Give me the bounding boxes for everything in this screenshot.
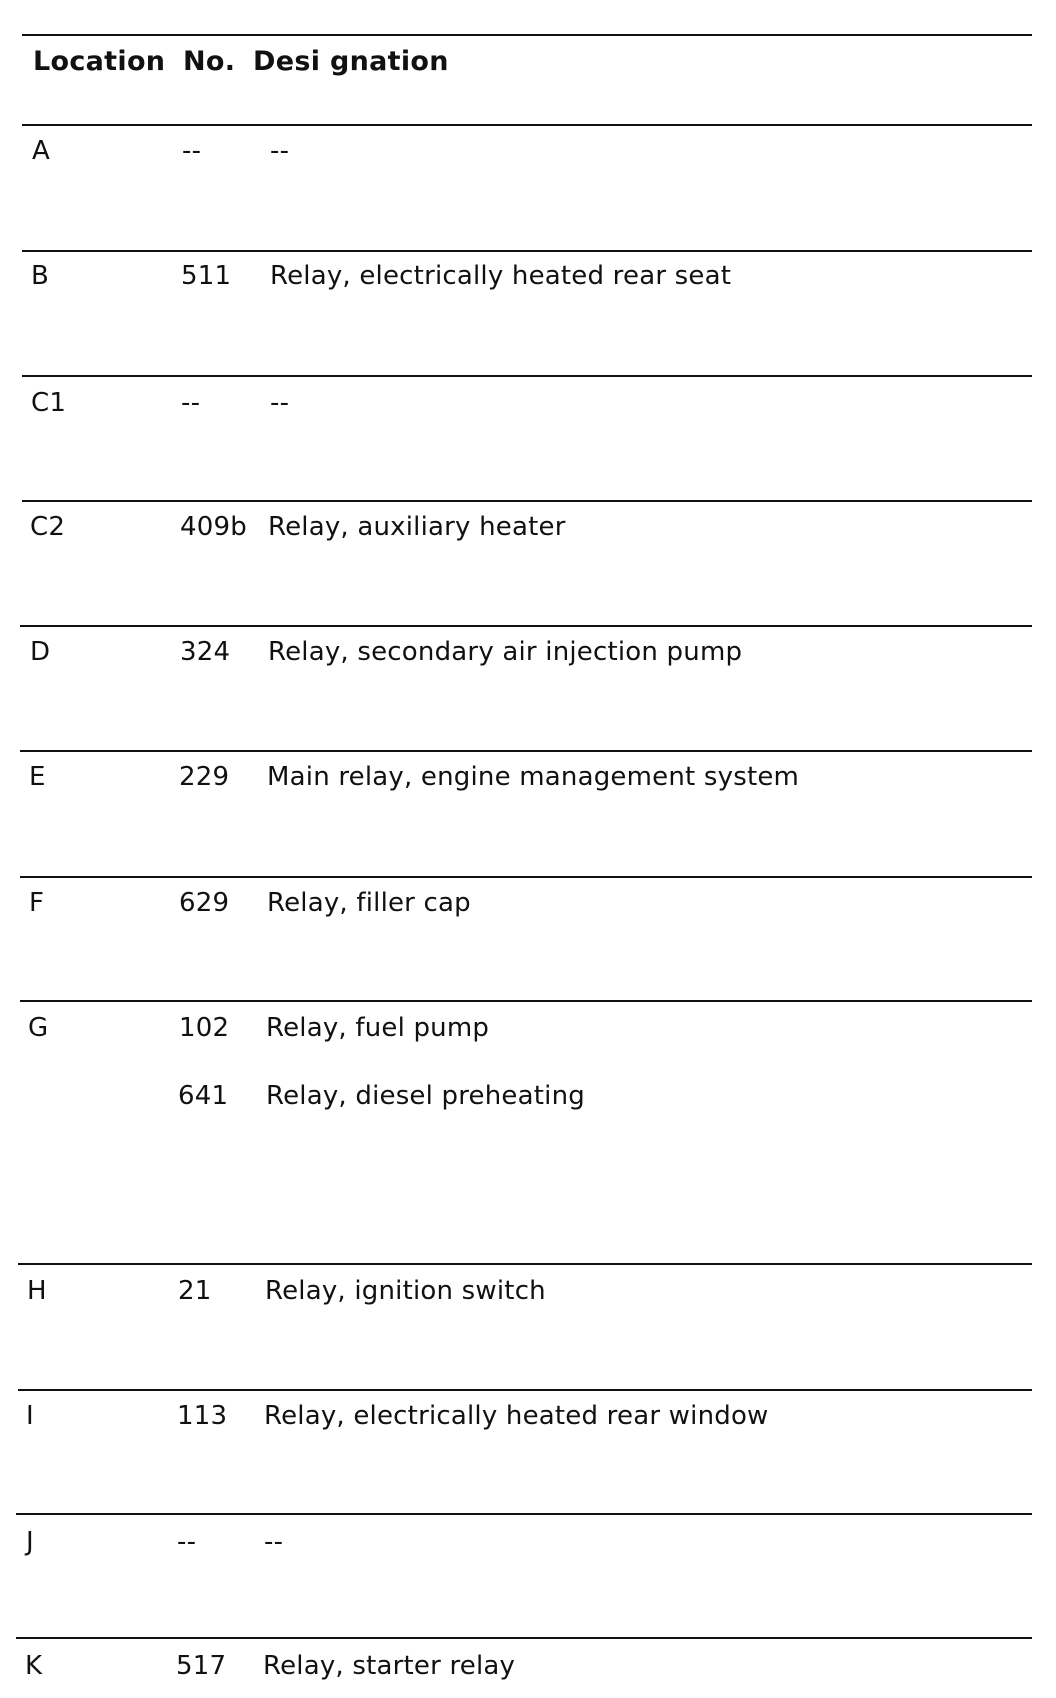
cell-designation: Relay, auxiliary heater xyxy=(268,512,566,542)
cell-designation: Relay, filler cap xyxy=(267,888,471,918)
cell-number: 113 xyxy=(177,1401,228,1431)
cell-designation: -- xyxy=(264,1527,284,1557)
cell-number: 629 xyxy=(179,888,230,918)
cell-location: H xyxy=(27,1276,47,1306)
cell-designation: Relay, secondary air injection pump xyxy=(268,637,743,667)
cell-location: C2 xyxy=(30,512,66,542)
row-separator xyxy=(16,1513,1032,1515)
cell-number: -- xyxy=(181,388,201,418)
row-separator xyxy=(20,625,1032,627)
header-no: No. xyxy=(183,46,236,77)
cell-designation: -- xyxy=(270,388,290,418)
cell-location: D xyxy=(30,637,51,667)
cell-designation: -- xyxy=(270,136,290,166)
row-separator xyxy=(22,124,1032,126)
row-separator xyxy=(20,750,1032,752)
cell-number: 102 xyxy=(179,1013,230,1043)
row-separator xyxy=(22,250,1032,252)
header-designation: Desi gnation xyxy=(253,46,449,77)
cell-designation: Relay, diesel preheating xyxy=(266,1081,585,1111)
cell-location: E xyxy=(29,762,46,792)
row-separator xyxy=(18,1263,1032,1265)
row-separator xyxy=(22,375,1032,377)
row-separator xyxy=(20,876,1032,878)
cell-number: 641 xyxy=(178,1081,229,1111)
cell-location: K xyxy=(25,1651,43,1681)
row-separator xyxy=(20,1000,1032,1002)
cell-location: J xyxy=(26,1527,34,1557)
row-separator xyxy=(18,1389,1032,1391)
cell-number: -- xyxy=(177,1527,197,1557)
table-header xyxy=(0,0,1056,120)
cell-designation: Relay, starter relay xyxy=(263,1651,516,1681)
cell-designation: Relay, electrically heated rear window xyxy=(264,1401,769,1431)
cell-number: 511 xyxy=(181,261,232,291)
header-location: Location xyxy=(33,46,166,77)
cell-location: G xyxy=(28,1013,49,1043)
cell-location: A xyxy=(32,136,50,166)
row-separator xyxy=(16,1637,1032,1639)
cell-location: I xyxy=(26,1401,34,1431)
cell-number: -- xyxy=(182,136,202,166)
cell-location: B xyxy=(31,261,50,291)
cell-designation: Main relay, engine management system xyxy=(267,762,800,792)
cell-number: 324 xyxy=(180,637,231,667)
cell-number: 21 xyxy=(178,1276,212,1306)
cell-number: 409b xyxy=(180,512,247,542)
row-separator xyxy=(22,500,1032,502)
cell-designation: Relay, ignition switch xyxy=(265,1276,546,1306)
cell-designation: Relay, fuel pump xyxy=(266,1013,490,1043)
cell-number: 517 xyxy=(176,1651,227,1681)
cell-number: 229 xyxy=(179,762,230,792)
cell-designation: Relay, electrically heated rear seat xyxy=(270,261,732,291)
cell-location: C1 xyxy=(31,388,67,418)
cell-location: F xyxy=(29,888,45,918)
